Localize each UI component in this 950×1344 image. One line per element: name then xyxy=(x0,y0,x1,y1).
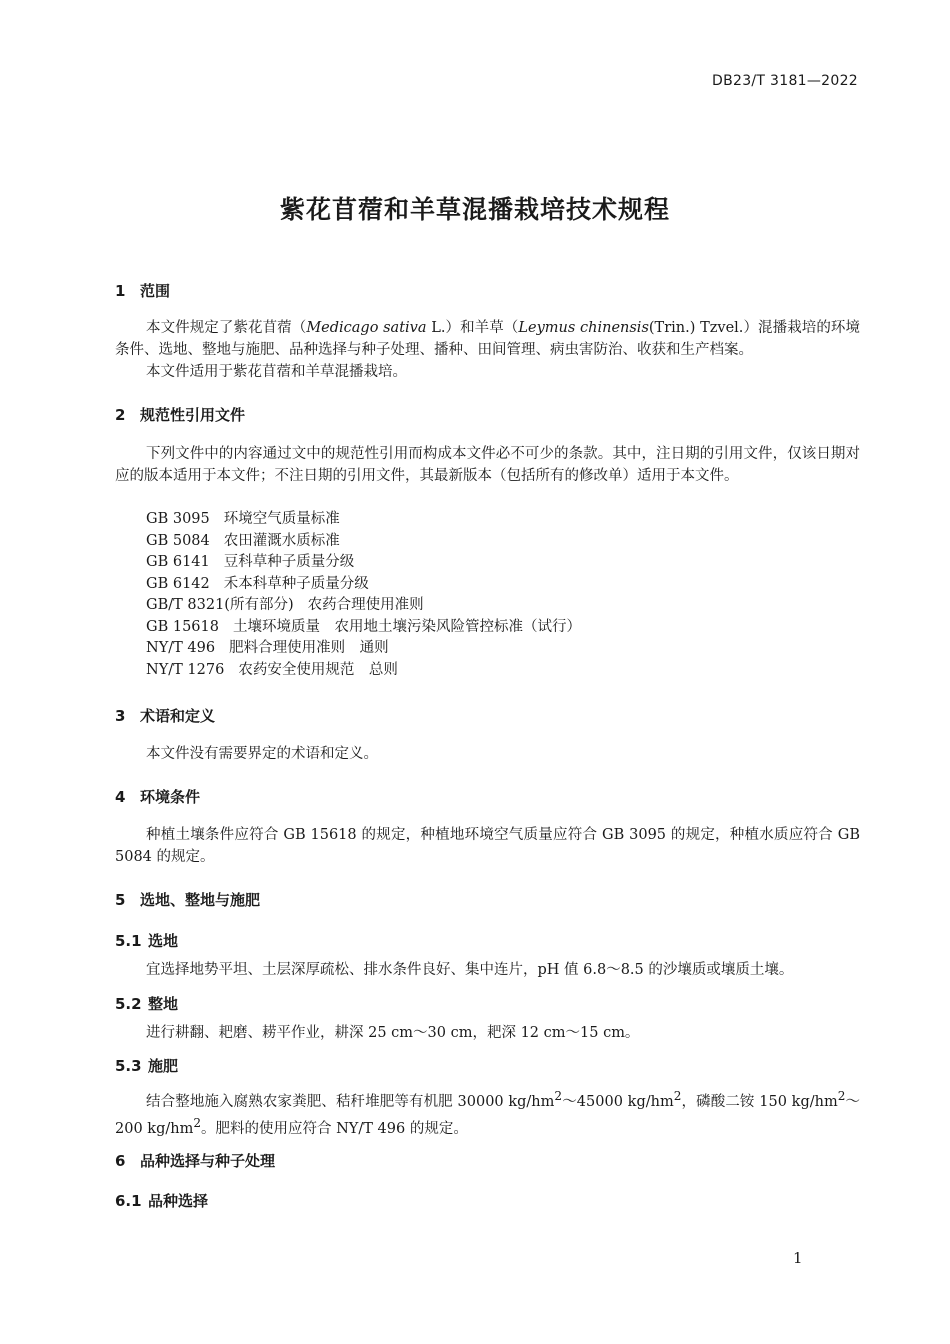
section-title: 品种选择与种子处理 xyxy=(140,1152,276,1170)
subsection-5-3-paragraph xyxy=(115,1086,860,1141)
reference-code: GB 3095 xyxy=(146,511,210,527)
reference-name: 肥料合理使用准则 通则 xyxy=(229,640,389,656)
section-2-paragraph-1: 下列文件中的内容通过文中的规范性引用而构成本文件必不可少的条款。其中，注日期的引用文件，仅该日期对应的版本适用于本文件；不注日期的引用文件，其最新版本（包括所有的修改单）适用于本文件。 xyxy=(115,446,860,484)
subsection-6-1-heading xyxy=(115,1190,208,1211)
section-1-heading xyxy=(115,280,170,301)
text-run: 。肥料的使用应符合 NY/T 496 的规定。 xyxy=(201,1121,468,1138)
reference-item xyxy=(146,595,424,617)
reference-code: GB 5084 xyxy=(146,533,210,549)
reference-name: 农药合理使用准则 xyxy=(307,597,424,613)
text-run: (Trin.) Tzvel.）混播栽培的环境条件、选地、整地与施肥、品种选择与种子处理、播种、田间管理、病虫害防治、收获和生产档案。 xyxy=(115,320,860,358)
document-title: 紫花苜蓿和羊草混播栽培技术规程 xyxy=(279,195,670,224)
section-5-heading xyxy=(115,889,260,910)
reference-item xyxy=(146,531,340,553)
section-number: 2 xyxy=(115,406,126,424)
reference-item xyxy=(146,552,354,574)
subsection-title: 品种选择 xyxy=(148,1192,209,1210)
reference-item xyxy=(146,509,340,531)
subsection-title: 施肥 xyxy=(148,1057,179,1075)
section-title: 环境条件 xyxy=(140,788,201,806)
section-6-heading xyxy=(115,1150,275,1171)
section-number: 5 xyxy=(115,891,126,909)
reference-name: 豆科草种子质量分级 xyxy=(223,554,355,570)
reference-name: 环境空气质量标准 xyxy=(223,511,340,527)
section-4-heading xyxy=(115,786,200,807)
section-title: 术语和定义 xyxy=(140,707,216,725)
section-number: 4 xyxy=(115,788,126,806)
reference-item xyxy=(146,574,369,596)
subsection-title: 整地 xyxy=(148,995,179,1013)
reference-name: 农田灌溉水质标准 xyxy=(223,533,340,549)
subsection-5-2-paragraph: 进行耕翻、耙磨、耢平作业，耕深 25 cm～30 cm，耙深 12 cm～15 cm。 xyxy=(146,1025,640,1041)
section-3-heading xyxy=(115,705,215,726)
text-run: 本文件规定了紫花苜蓿（ xyxy=(146,320,307,336)
reference-code: NY/T 496 xyxy=(146,640,216,656)
reference-item xyxy=(146,638,389,660)
reference-item xyxy=(146,660,398,682)
superscript: 2 xyxy=(673,1089,682,1103)
reference-item xyxy=(146,617,581,639)
latin-name: Medicago sativa xyxy=(306,320,427,336)
subsection-title: 选地 xyxy=(148,932,179,950)
text-run: ～45000 kg/hm xyxy=(562,1093,674,1110)
section-title: 规范性引用文件 xyxy=(140,406,246,424)
reference-code: GB 6141 xyxy=(146,554,210,570)
subsection-number: 5.3 xyxy=(115,1057,142,1075)
subsection-5-1-heading xyxy=(115,930,178,951)
section-3-paragraph-1: 本文件没有需要界定的术语和定义。 xyxy=(146,746,378,762)
latin-name: Leymus chinensis xyxy=(518,320,649,336)
subsection-5-2-heading xyxy=(115,993,178,1014)
reference-code: GB 6142 xyxy=(146,576,210,592)
superscript: 2 xyxy=(193,1116,202,1131)
section-4-paragraph-1: 种植土壤条件应符合 GB 15618 的规定，种植地环境空气质量应符合 GB 3095 的规定，种植水质应符合 GB 5084 的规定。 xyxy=(115,827,860,865)
subsection-5-3-heading xyxy=(115,1055,178,1076)
section-title: 选地、整地与施肥 xyxy=(140,891,261,909)
text-run: L.）和羊草（ xyxy=(426,320,519,336)
section-1-paragraph-1 xyxy=(115,318,860,361)
superscript: 2 xyxy=(837,1089,846,1103)
reference-code: GB/T 8321(所有部分) xyxy=(146,597,294,613)
standard-number: DB23/T 3181—2022 xyxy=(712,73,858,89)
reference-name: 禾本科草种子质量分级 xyxy=(223,576,369,592)
superscript: 2 xyxy=(554,1089,563,1103)
reference-code: NY/T 1276 xyxy=(146,662,225,678)
section-number: 1 xyxy=(115,282,126,300)
text-run: ～200 kg/hm xyxy=(115,1093,860,1138)
page-number: 1 xyxy=(793,1249,803,1267)
text-run: 结合整地施入腐熟农家粪肥、秸秆堆肥等有机肥 30000 kg/hm xyxy=(146,1093,555,1110)
reference-name: 土壤环境质量 农用地土壤污染风险管控标准（试行） xyxy=(232,619,581,635)
subsection-number: 6.1 xyxy=(115,1192,142,1210)
section-number: 3 xyxy=(115,707,126,725)
section-2-heading xyxy=(115,404,245,425)
subsection-number: 5.1 xyxy=(115,932,142,950)
section-number: 6 xyxy=(115,1152,126,1170)
subsection-number: 5.2 xyxy=(115,995,142,1013)
subsection-5-1-paragraph: 宜选择地势平坦、土层深厚疏松、排水条件良好、集中连片，pH 值 6.8～8.5 的沙壤质或壤质土壤。 xyxy=(146,962,794,978)
section-title: 范围 xyxy=(140,282,171,300)
text-run: ，磷酸二铵 150 kg/hm xyxy=(681,1093,838,1110)
reference-name: 农药安全使用规范 总则 xyxy=(238,662,398,678)
section-1-paragraph-2: 本文件适用于紫花苜蓿和羊草混播栽培。 xyxy=(146,364,407,380)
reference-code: GB 15618 xyxy=(146,619,219,635)
